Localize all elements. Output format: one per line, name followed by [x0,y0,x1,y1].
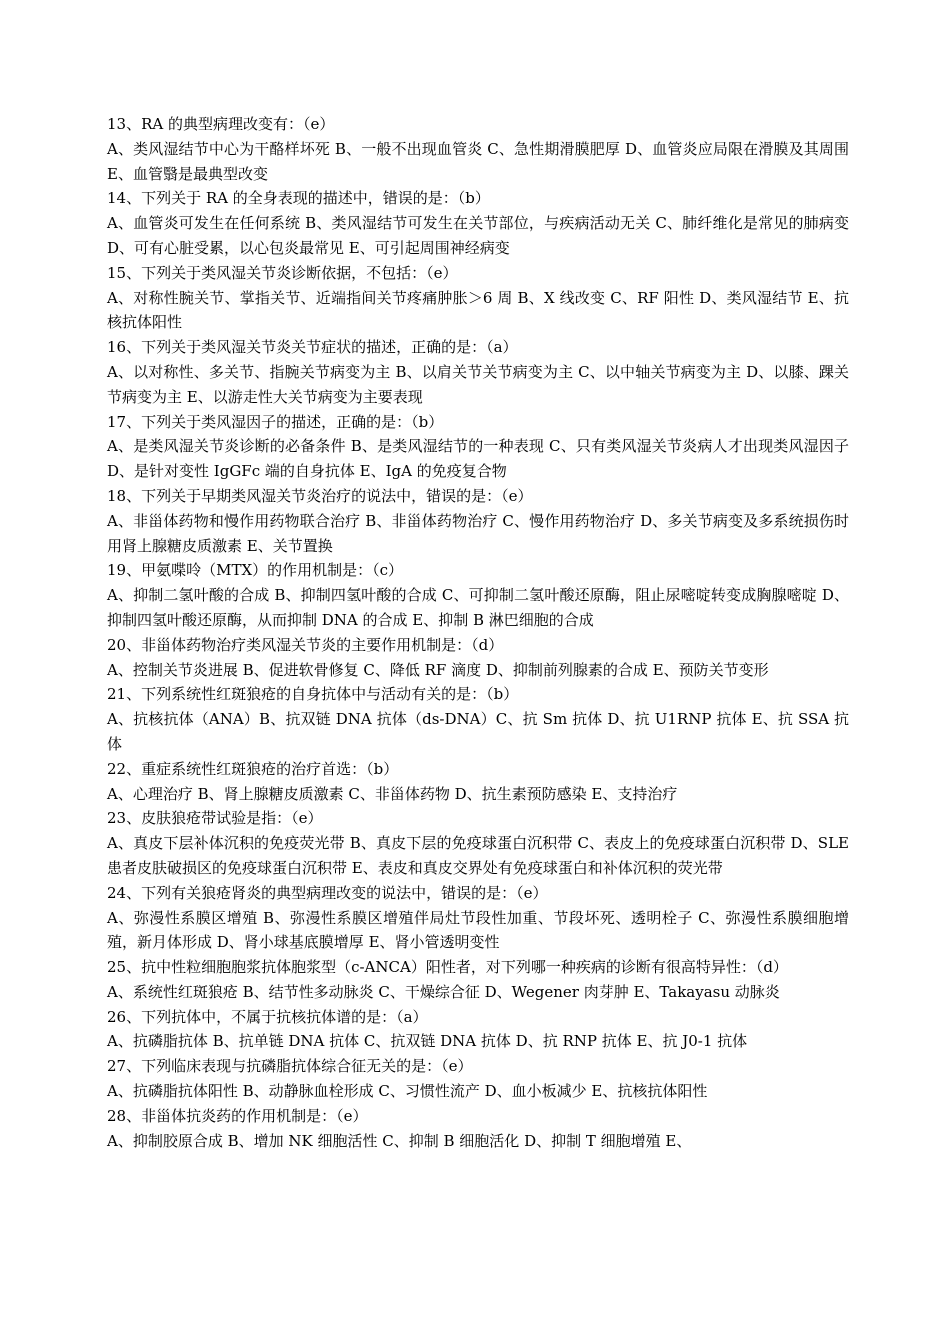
question-28-options: A、抑制胶原合成 B、增加 NK 细胞活性 C、抑制 B 细胞活化 D、抑制 T 细胞增殖 E、 [107,1131,692,1150]
question-20-stem: 20、非甾体药物治疗类风湿关节炎的主要作用机制是：（d） [107,635,504,654]
question-18-stem: 18、下列关于早期类风湿关节炎治疗的说法中，错误的是：（e） [107,486,533,505]
question-27-options: A、抗磷脂抗体阳性 B、动静脉血栓形成 C、习惯性流产 D、血小板减少 E、抗核抗体阳性 [107,1082,708,1101]
question-19-options: A、抑制二氢叶酸的合成 B、抑制四氢叶酸的合成 C、可抑制二氢叶酸还原酶，阻止尿嘧啶转变成胸腺嘧啶 D、抑制四氢叶酸还原酶，从而抑制 DNA 的合成 E、抑制 B 淋巴细胞的合成 [107,586,849,629]
question-28-stem: 28、非甾体抗炎药的作用机制是：（e） [107,1106,368,1125]
question-23-stem: 23、皮肤狼疮带试验是指：（e） [107,809,323,828]
question-13-options: A、类风湿结节中心为干酪样坏死 B、一般不出现血管炎 C、急性期滑膜肥厚 D、血管炎应局限在滑膜及其周围 E、血管翳是最典型改变 [107,139,849,183]
question-14-stem: 14、下列关于 RA 的全身表现的描述中，错误的是：（b） [107,189,490,208]
question-24-stem: 24、下列有关狼疮肾炎的典型病理改变的说法中，错误的是：（e） [107,883,548,902]
question-22-stem: 22、重症系统性红斑狼疮的治疗首选：（b） [107,759,399,778]
question-25-options: A、系统性红斑狼疮 B、结节性多动脉炎 C、干燥综合征 D、Wegener 肉芽肿 E、Takayasu 动脉炎 [107,982,780,1001]
question-17-stem: 17、下列关于类风湿因子的描述，正确的是：（b） [107,412,444,431]
question-16-options: A、以对称性、多关节、指腕关节病变为主 B、以肩关节关节病变为主 C、以中轴关节病变为主 D、以膝、踝关节病变为主 E、以游走性大关节病变为主要表现 [107,362,849,406]
question-18-options: A、非甾体药物和慢作用药物联合治疗 B、非甾体药物治疗 C、慢作用药物治疗 D、多关节病变及多系统损伤时用肾上腺糖皮质激素 E、关节置换 [107,511,849,555]
question-21-options: A、抗核抗体（ANA）B、抗双链 DNA 抗体（ds-DNA）C、抗 Sm 抗体 D、抗 U1RNP 抗体 E、抗 SSA 抗体 [107,710,849,753]
question-17-options: A、是类风湿关节炎诊断的必备条件 B、是类风湿结节的一种表现 C、只有类风湿关节炎病人才出现类风湿因子 D、是针对变性 IgGFc 端的自身抗体 E、IgA 的免疫复合物 [107,437,849,481]
question-24-options: A、弥漫性系膜区增殖 B、弥漫性系膜区增殖伴局灶节段性加重、节段坏死、透明栓子 C、弥漫性系膜细胞增殖，新月体形成 D、肾小球基底膜增厚 E、肾小管透明变性 [107,908,849,952]
question-15-stem: 15、下列关于类风湿关节炎诊断依据，不包括：（e） [107,263,458,282]
question-27-stem: 27、下列临床表现与抗磷脂抗体综合征无关的是：（e） [107,1057,473,1076]
document-page [107,112,849,1153]
question-14-options: A、血管炎可发生在任何系统 B、类风湿结节可发生在关节部位，与疾病活动无关 C、肺纤维化是常见的肺病变 D、可有心脏受累，以心包炎最常见 E、可引起周围神经病变 [107,214,849,257]
question-23-options: A、真皮下层补体沉积的免疫荧光带 B、真皮下层的免疫球蛋白沉积带 C、表皮上的免疫球蛋白沉积带 D、SLE 患者皮肤破损区的免疫球蛋白沉积带 E、表皮和真皮交界处有免疫球蛋白和补体沉积的荧光带 [107,834,849,877]
question-22-options: A、心理治疗 B、肾上腺糖皮质激素 C、非甾体药物 D、抗生素预防感染 E、支持治疗 [107,784,678,803]
question-26-stem: 26、下列抗体中，不属于抗核抗体谱的是：（a） [107,1007,428,1026]
question-16-stem: 16、下列关于类风湿关节炎关节症状的描述，正确的是：（a） [107,338,518,357]
question-13-stem: 13、RA 的典型病理改变有：（e） [107,115,335,133]
question-15-options: A、对称性腕关节、掌指关节、近端指间关节疼痛肿胀＞6 周 B、X 线改变 C、RF 阳性 D、类风湿结节 E、抗核抗体阳性 [107,288,849,332]
question-19-stem: 19、甲氨喋呤（MTX）的作用机制是：（c） [107,561,404,580]
question-20-options: A、控制关节炎进展 B、促进软骨修复 C、降低 RF 滴度 D、抑制前列腺素的合成 E、预防关节变形 [107,660,769,679]
question-26-options: A、抗磷脂抗体 B、抗单链 DNA 抗体 C、抗双链 DNA 抗体 D、抗 RNP 抗体 E、抗 J0-1 抗体 [107,1032,748,1051]
question-21-stem: 21、下列系统性红斑狼疮的自身抗体中与活动有关的是：（b） [107,685,519,704]
question-25-stem: 25、抗中性粒细胞胞浆抗体胞浆型（c-ANCA）阳性者，对下列哪一种疾病的诊断有很高特异性：（d） [107,958,788,977]
